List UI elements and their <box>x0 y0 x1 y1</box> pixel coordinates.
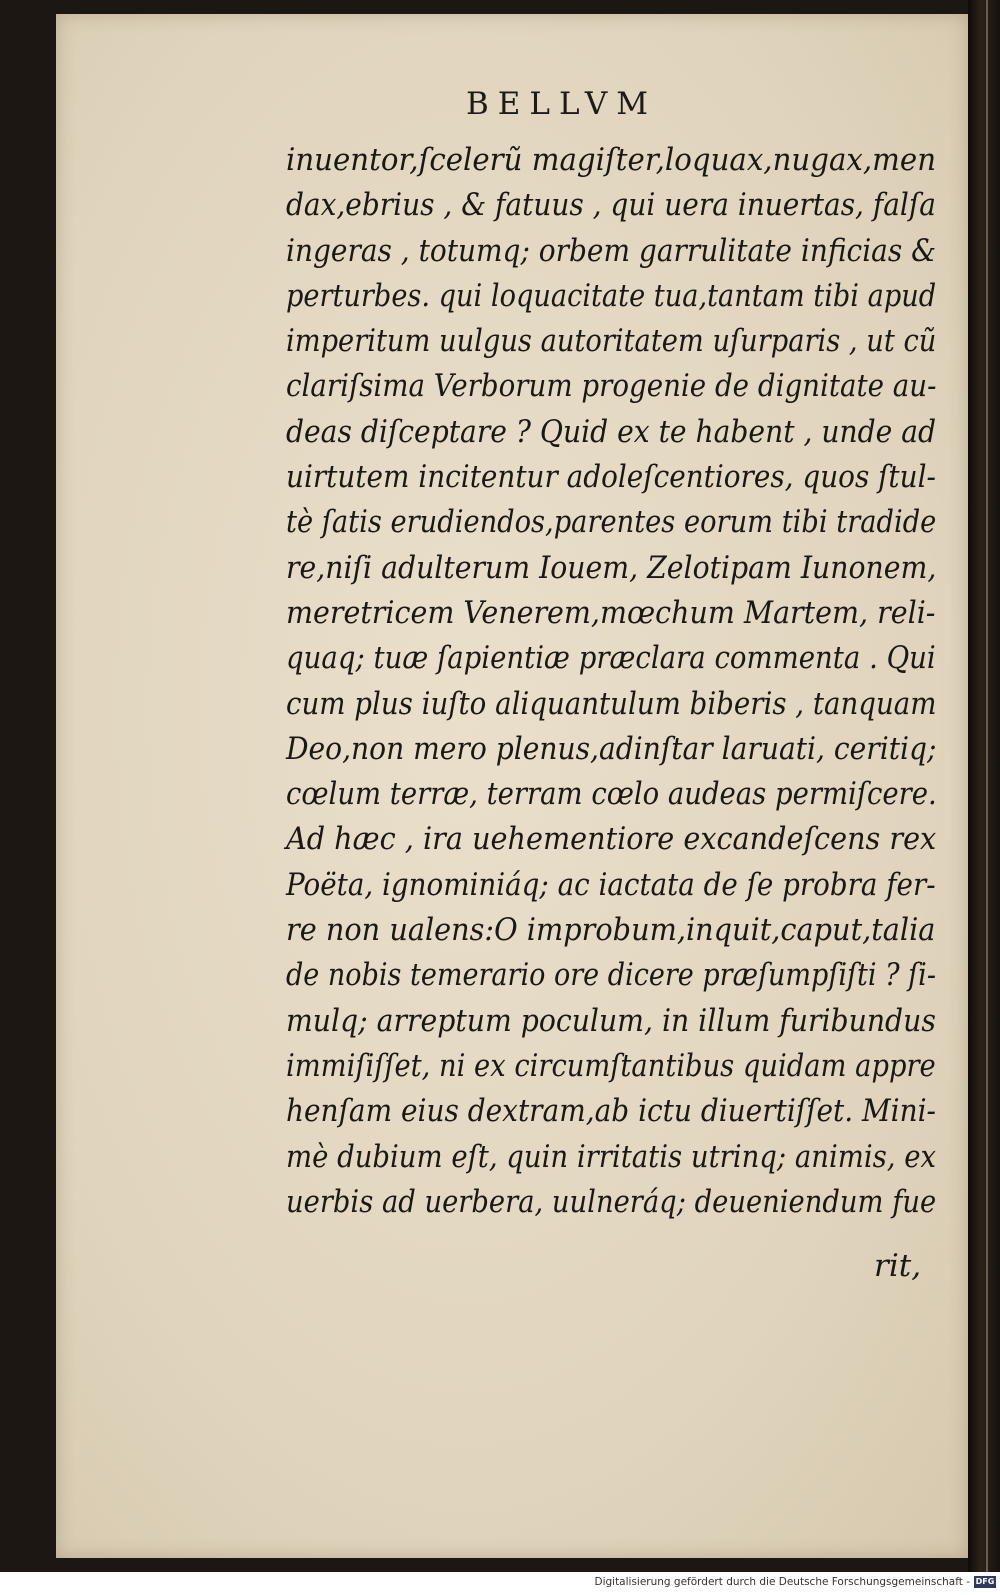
text-line: re,niſi adulterum Iouem, Zelotipam Iunonem, <box>286 549 937 586</box>
text-line: deas diſceptare ? Quid ex te habent , unde ad <box>286 413 937 450</box>
text-line: Poëta, ignominiáq; ac iactata de ſe probra fer- <box>286 866 936 903</box>
text-line: inuentor,ſcelerũ magiſter,loquax,nugax,men <box>286 142 937 178</box>
text-line: dax,ebrius , & fatuus , qui uera inuertas, falſa <box>286 187 936 224</box>
text-line: imperitum uulgus autoritatem uſurparis , ut cũ <box>286 323 937 360</box>
text-line: Deo,non mero plenus,adinſtar laruati, ceritiq; <box>286 730 937 767</box>
text-line: henſam eius dextram,ab ictu diuertiſſet. Mini- <box>286 1093 937 1130</box>
text-line: re non ualens:O improbum,inquit,caput,talia <box>286 912 936 949</box>
text-line: uerbis ad uerbera, uulneráq; deueniendum fue <box>286 1183 937 1220</box>
text-line: quaq; tuæ ſapientiæ præclara commenta . Qui <box>286 640 936 677</box>
text-line: clariſsima Verborum progenie de dignitate au- <box>286 368 937 405</box>
text-line: mè dubium eſt, quin irritatis utrinq; animis, ex <box>286 1138 937 1175</box>
text-line: immiſiſſet, ni ex circumſtantibus quidam appre <box>286 1047 936 1084</box>
text-line: tè ſatis erudiendos,parentes eorum tibi tradide <box>286 504 937 541</box>
dfg-logo-icon[interactable]: DFG <box>975 1577 995 1586</box>
text-line: Ad hæc , ira uehementiore excandeſcens rex <box>286 821 937 858</box>
book-spine <box>968 0 1000 1572</box>
spine-edge <box>986 0 988 1572</box>
footer-bar <box>0 1572 1000 1595</box>
catchword: rit, <box>874 1248 922 1284</box>
text-line: ingeras , totumq; orbem garrulitate inficias & <box>286 232 937 269</box>
text-line: cum plus iuſto aliquantulum biberis , tanquam <box>286 685 937 722</box>
body-text <box>286 138 936 1225</box>
text-line: uirtutem incitentur adoleſcentiores, quos ſtul- <box>286 459 936 496</box>
running-head: BELLVM <box>466 86 658 122</box>
text-line: de nobis temerario ore dicere præſumpſiſti ? ſi- <box>286 957 936 994</box>
text-line: meretricem Venerem,mœchum Martem, reli- <box>286 594 936 631</box>
text-line: mulq; arreptum poculum, in illum furibundus <box>286 1002 936 1039</box>
text-line: cœlum terræ, terram cœlo audeas permiſcere. <box>286 776 937 813</box>
text-line: perturbes. qui loquacitate tua,tantam tibi apud <box>286 277 937 314</box>
funding-credit: Digitalisierung gefördert durch die Deutsche Forschungsgemeinschaft - <box>594 1576 970 1588</box>
